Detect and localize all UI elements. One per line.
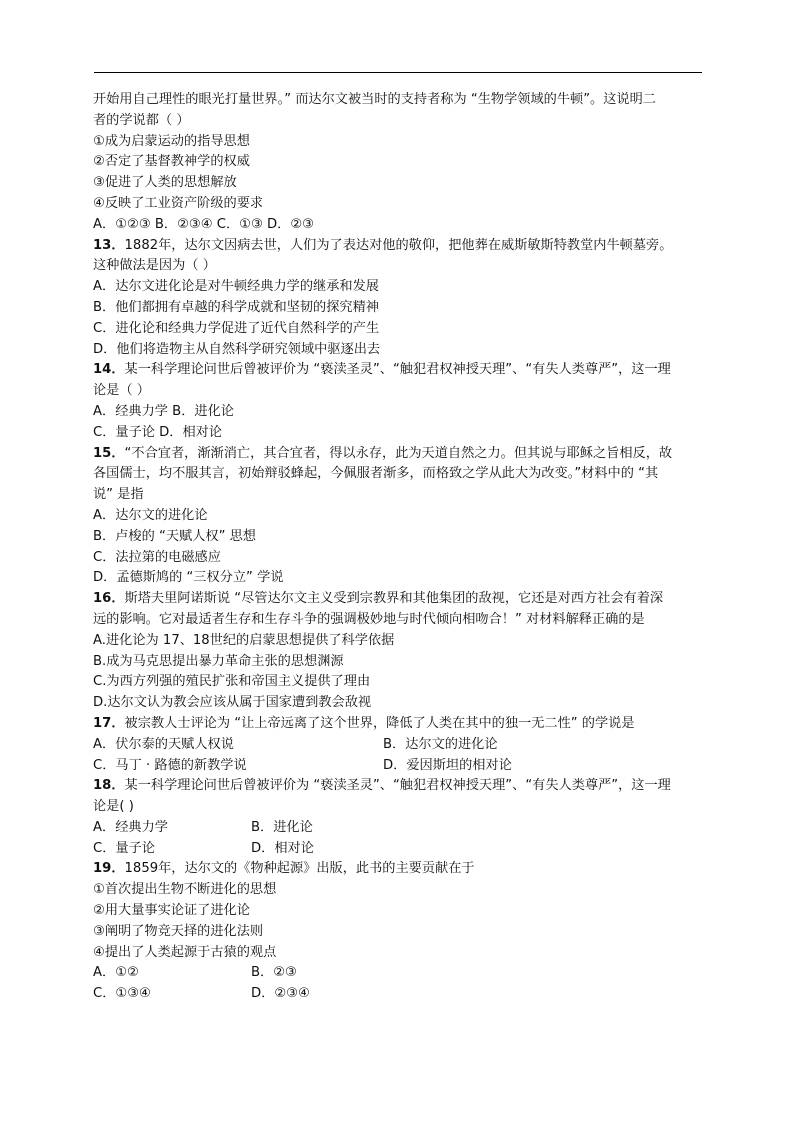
option-d: D．孟德斯鸠的 “三权分立” 学说 <box>93 570 284 586</box>
statement-item: ③阐明了物竞天择的进化法则 <box>93 923 264 939</box>
question-12-continuation <box>93 90 705 236</box>
option-a: A．经典力学 <box>93 819 168 835</box>
option-b: B．他们都拥有卓越的科学成就和坚韧的探究精神 <box>93 299 379 315</box>
question-number: 18． <box>93 778 125 794</box>
option-d: D．②③④ <box>251 986 310 1002</box>
option-d: D．他们将造物主从自然科学研究领域中驱逐出去 <box>93 341 381 357</box>
statement-item: ②否定了基督教神学的权威 <box>93 154 250 170</box>
option-a: A.进化论为 17、18世纪的启蒙思想提供了科学依据 <box>93 632 395 648</box>
option-a: A．①② <box>93 965 139 981</box>
question-19 <box>93 859 705 1005</box>
question-number: 14． <box>93 362 125 378</box>
option-b: B．达尔文的进化论 <box>383 736 498 752</box>
stem-line: 各国儒士，均不服其言，初始辩驳蜂起，今佩服者渐多，而格致之学从此大为改变。”材料中的 “其 <box>93 466 659 482</box>
option-c: C．量子论 <box>93 840 155 856</box>
option-d: D.达尔文认为教会应该从属于国家遭到教会敌视 <box>93 695 372 711</box>
question-number: 15． <box>93 445 125 461</box>
question-number: 19． <box>93 861 125 877</box>
stem-line: “不合宜者，渐渐消亡，其合宜者，得以永存，此为天道自然之力。但其说与耶稣之旨相反，故 <box>124 445 673 461</box>
option-d: D．爱因斯坦的相对论 <box>383 757 512 773</box>
option-c: C.为西方列强的殖民扩张和帝国主义提供了理由 <box>93 674 371 690</box>
option-a: A．达尔文的进化论 <box>93 507 208 523</box>
stem-line: 开始用自己理性的眼光打量世界。” 而达尔文被当时的支持者称为 “生物学领域的牛顿”。这说明二 <box>93 92 656 107</box>
question-13 <box>93 236 705 361</box>
statement-item: ①首次提出生物不断进化的思想 <box>93 882 277 898</box>
question-14 <box>93 360 705 443</box>
document-body <box>93 90 705 1005</box>
option-a: A．伏尔泰的天赋人权说 <box>93 736 234 752</box>
option-b: B．卢梭的 “天赋人权” 思想 <box>93 528 256 544</box>
option-c: C．①③④ <box>93 986 151 1002</box>
stem-line: 斯塔夫里阿诺斯说 “尽管达尔文主义受到宗教界和其他集团的敌视，它还是对西方社会有着深 <box>124 591 664 607</box>
stem-line: 这种做法是因为（ ） <box>93 258 216 274</box>
statement-item: ④提出了人类起源于古猿的观点 <box>93 944 277 960</box>
option-c: C．进化论和经典力学促进了近代自然科学的产生 <box>93 320 380 336</box>
stem-line: 论是（ ） <box>93 383 150 399</box>
stem-line: 远的影响。它对最适者生存和生存斗争的强调极妙地与时代倾向相吻合！” 对材料解释正确的是 <box>93 611 645 627</box>
option-b: B．②③ <box>251 965 297 981</box>
statement-item: ②用大量事实论证了进化论 <box>93 903 250 919</box>
option-c: C．马丁 · 路德的新教学说 <box>93 757 247 773</box>
statement-item: ④反映了工业资产阶级的要求 <box>93 195 264 211</box>
option-b: B.成为马克思提出暴力革命主张的思想渊源 <box>93 653 344 669</box>
stem-line: 者的学说都（ ） <box>93 112 190 128</box>
question-15 <box>93 444 705 590</box>
option-a: A．达尔文进化论是对牛顿经典力学的继承和发展 <box>93 279 379 295</box>
option-c: C．法拉第的电磁感应 <box>93 549 221 565</box>
stem-line: 1859年，达尔文的《物种起源》出版，此书的主要贡献在于 <box>124 861 475 877</box>
statement-item: ③促进了人类的思想解放 <box>93 175 237 191</box>
question-17 <box>93 714 705 776</box>
stem-line: 说” 是指 <box>93 487 144 503</box>
options-a-b: A．经典力学 B．进化论 <box>93 403 234 419</box>
option-b: B．进化论 <box>251 819 313 835</box>
stem-line: 1882年，达尔文因病去世，人们为了表达对他的敬仰，把他葬在威斯敏斯特教堂内牛顿墓旁。 <box>124 237 673 253</box>
header-rule <box>94 72 702 73</box>
stem-line: 某一科学理论问世后曾被评价为 “亵渎圣灵”、“触犯君权神授天理”、“有失人类尊严”，这一理 <box>124 778 671 794</box>
question-18 <box>93 776 705 859</box>
stem-line: 某一科学理论问世后曾被评价为 “亵渎圣灵”、“触犯君权神授天理”、“有失人类尊严”，这一理 <box>124 362 671 378</box>
answer-options: A．①②③ B．②③④ C．①③ D．②③ <box>93 216 314 232</box>
question-16 <box>93 589 705 714</box>
question-number: 17． <box>93 715 125 731</box>
question-number: 13． <box>93 237 125 253</box>
statement-item: ①成为启蒙运动的指导思想 <box>93 133 250 149</box>
option-d: D．相对论 <box>251 840 314 856</box>
question-number: 16． <box>93 591 125 607</box>
stem-line: 论是( ) <box>93 799 134 815</box>
options-c-d: C．量子论 D．相对论 <box>93 424 223 440</box>
stem-line: 被宗教人士评论为 “让上帝远离了这个世界，降低了人类在其中的独一无二性” 的学说是 <box>124 715 635 731</box>
